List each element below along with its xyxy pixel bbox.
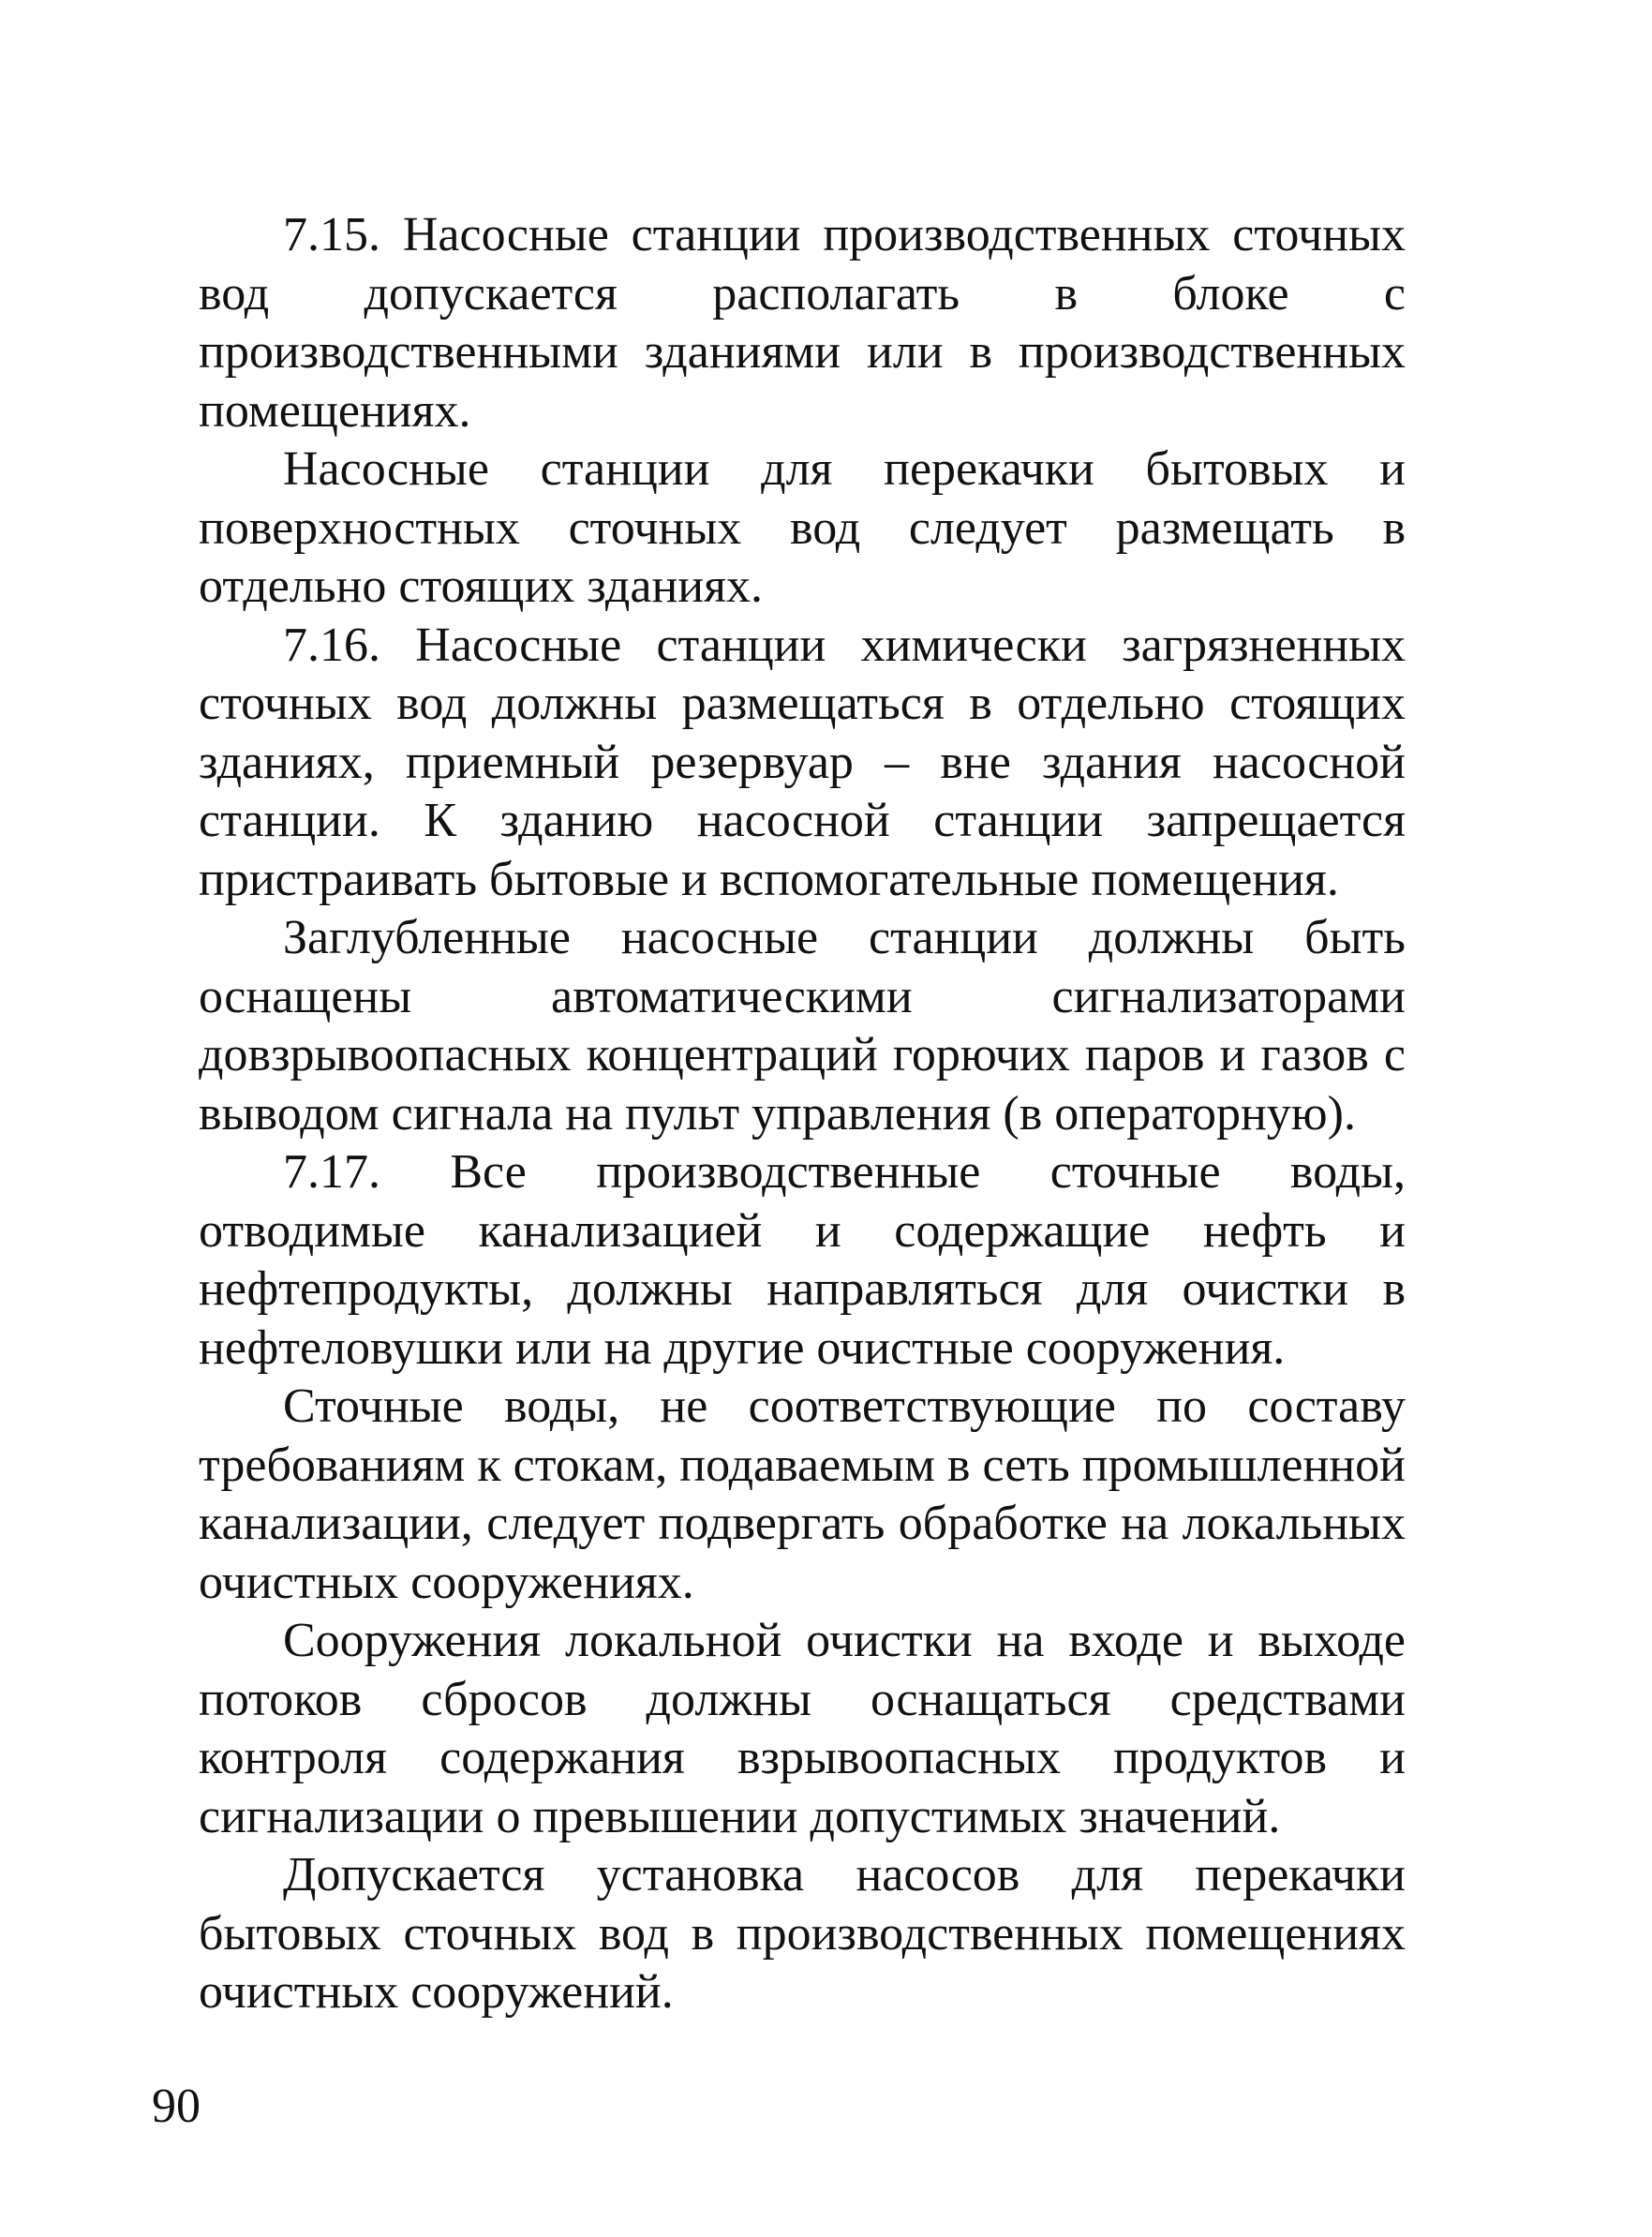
page-number: 90: [152, 2080, 201, 2133]
page-body: [199, 206, 1406, 2022]
paragraph-local-treatment: Сооружения локальной очистки на входе и выходе потоков сбросов должны оснащаться средствами контроля содержания взрывоопасных продуктов и сигнализации о превышении допустимых значений.: [199, 1614, 1406, 1843]
paragraph-7-16: 7.16. Насосные станции химически загрязненных сточных вод должны размещаться в отдельно стоящих зданиях, приемный резервуар – вне здания насосной станции. К зданию насосной станции запрещается пристраивать бытовые и вспомогательные помещения.: [199, 618, 1406, 906]
paragraph-buried-stations: Заглубленные насосные станции должны быть оснащены автоматическими сигнализаторами довзрывоопасных концентраций горючих паров и газов с выводом сигнала на пульт управления (в операторную).: [199, 911, 1406, 1141]
paragraph-7-15: 7.15. Насосные станции производственных сточных вод допускается располагать в блоке с производственными зданиями или в производственных помещениях.: [199, 208, 1406, 438]
paragraph-wastewater-treatment: Сточные воды, не соответствующие по составу требованиям к стокам, подаваемым в сеть промышленной канализации, следует подвергать обработке на локальных очистных сооружениях.: [199, 1379, 1406, 1609]
paragraph-pumping-stations-domestic: Насосные станции для перекачки бытовых и поверхностных сточных вод следует размещать в отдельно стоящих зданиях.: [199, 442, 1406, 613]
paragraph-7-17: 7.17. Все производственные сточные воды, отводимые канализацией и содержащие нефть и нефтепродукты, должны направляться для очистки в нефтеловушки или на другие очистные сооружения.: [199, 1145, 1406, 1375]
paragraph-pump-installation: Допускается установка насосов для перекачки бытовых сточных вод в производственных помещениях очистных сооружений.: [199, 1848, 1406, 2019]
